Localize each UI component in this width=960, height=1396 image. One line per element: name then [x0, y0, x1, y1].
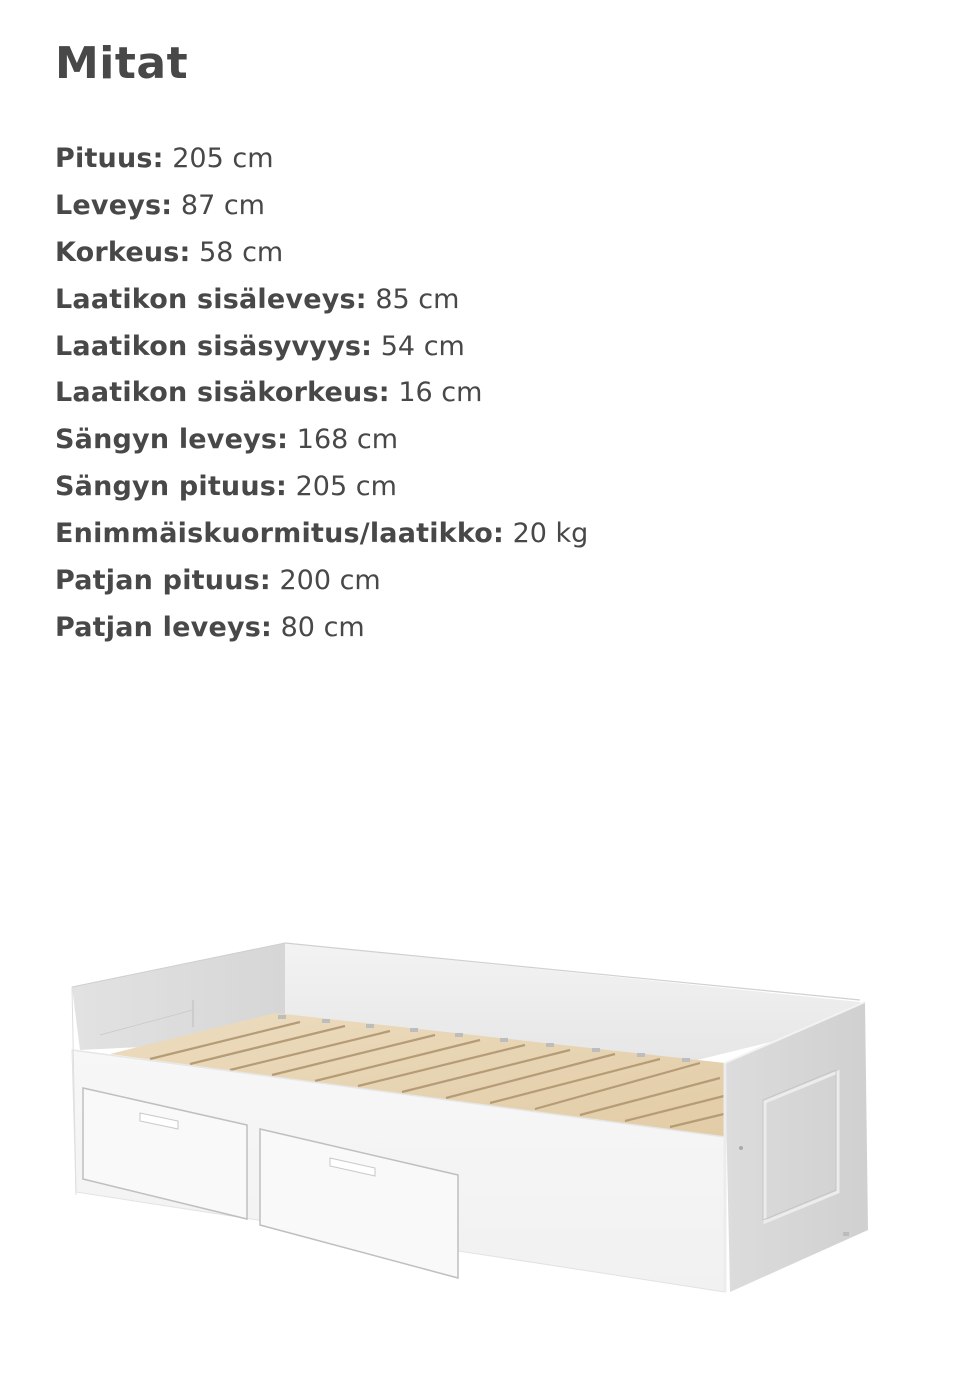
dimension-value: 205 cm: [287, 471, 397, 503]
dimension-label: Pituus:: [55, 143, 164, 174]
daybed-illustration: [60, 930, 900, 1310]
dimension-value: 200 cm: [270, 565, 381, 597]
dimension-value: 58 cm: [190, 236, 284, 268]
dimension-value: 168 cm: [288, 424, 399, 456]
dimension-item-bed-width: [55, 417, 588, 464]
dimension-value: 205 cm: [163, 143, 274, 174]
dimension-label: Laatikon sisäleveys:: [55, 283, 367, 315]
dimension-label: Sängyn pituus:: [55, 471, 288, 503]
dimensions-list: [55, 136, 588, 652]
page-title: Mitat: [55, 38, 189, 89]
bed-foot: [843, 1232, 849, 1236]
dimension-item-height: [55, 230, 588, 277]
dimension-value: 85 cm: [366, 283, 460, 315]
dimension-label: Sängyn leveys:: [55, 424, 289, 456]
dimension-item-mattress-length: [55, 558, 588, 605]
dimension-value: 16 cm: [389, 377, 483, 409]
dimension-label: Patjan pituus:: [55, 565, 271, 597]
dimension-item-width: [55, 183, 588, 230]
dimension-label: Leveys:: [55, 189, 173, 221]
dimension-label: Patjan leveys:: [55, 611, 273, 643]
dimension-item-drawer-inner-height: [55, 370, 588, 417]
product-image: [60, 930, 900, 1310]
dimension-value: 20 kg: [504, 518, 589, 550]
dimension-item-mattress-width: [55, 605, 588, 652]
dimension-label: Laatikon sisäsyvyys:: [55, 330, 373, 362]
dimension-item-max-load-drawer: [55, 511, 588, 558]
dimension-item-bed-length: [55, 464, 588, 511]
dimension-item-drawer-inner-depth: [55, 324, 588, 371]
dimension-label: Enimmäiskuormitus/laatikko:: [55, 518, 505, 550]
dimension-item-drawer-inner-width: [55, 277, 588, 324]
dimension-value: 80 cm: [272, 611, 365, 643]
dimension-label: Laatikon sisäkorkeus:: [55, 377, 390, 409]
dimension-value: 87 cm: [172, 189, 265, 221]
screw-detail: [739, 1146, 743, 1150]
dimension-label: Korkeus:: [55, 236, 191, 268]
dimension-value: 54 cm: [372, 330, 465, 362]
dimension-item-length: [55, 136, 588, 183]
